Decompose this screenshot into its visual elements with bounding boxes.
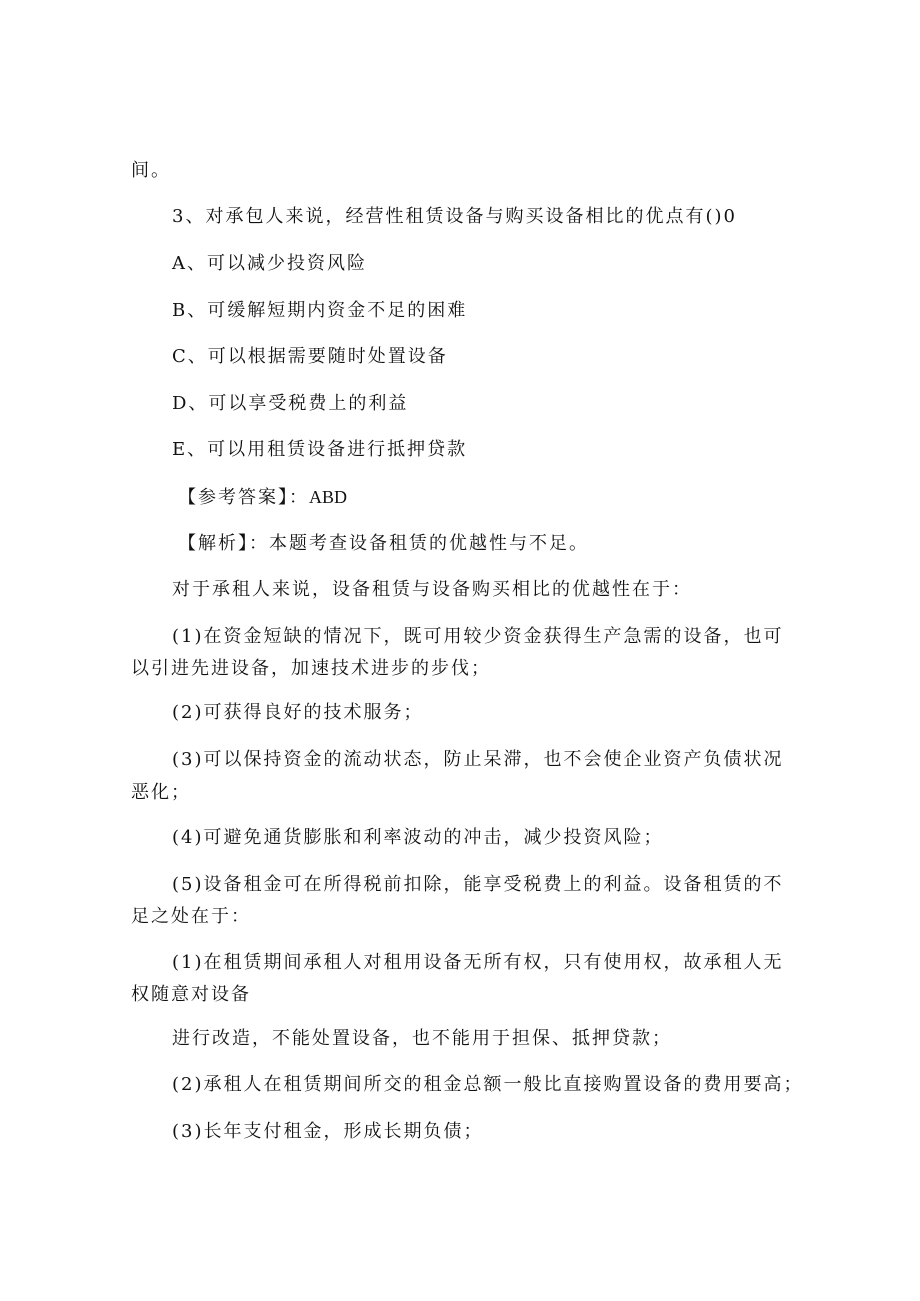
advantage-5-line-2: 足之处在于：: [131, 906, 251, 927]
advantage-4: (4)可避免通货膨胀和利率波动的冲击，减少投资风险；: [172, 827, 664, 848]
disadvantage-1-line-2: 权随意对设备: [131, 984, 251, 1005]
analysis-line: [178, 533, 589, 555]
option-c: C、可以根据需要随时处置设备: [172, 346, 448, 367]
disadvantage-3: (3)长年支付租金，形成长期负债；: [172, 1121, 484, 1142]
option-b: B、可缓解短期内资金不足的困难: [172, 300, 468, 321]
answer-line: [178, 486, 347, 509]
analysis-label: 【解析】：: [178, 533, 269, 554]
advantage-1-line-1: (1)在资金短缺的情况下，既可用较少资金获得生产急需的设备，也可: [172, 626, 784, 647]
analysis-intro: 本题考查设备租赁的优越性与不足。: [269, 533, 589, 554]
disadvantage-1-line-1: (1)在租赁期间承租人对租用设备无所有权，只有使用权，故承租人无: [172, 952, 784, 973]
advantage-3-line-1: (3)可以保持资金的流动状态，防止呆滞，也不会使企业资产负债状况: [172, 749, 784, 770]
disadvantage-2: (2)承租人在租赁期间所交的租金总额一般比直接购置设备的费用要高；: [172, 1074, 804, 1095]
advantage-3-line-2: 恶化；: [131, 782, 191, 803]
answer-label: 【参考答案】：: [178, 487, 309, 508]
question-stem: 3、对承包人来说，经营性租赁设备与购买设备相比的优点有()0: [172, 206, 737, 227]
option-a: A、可以减少投资风险: [172, 253, 367, 274]
carryover-text: 间。: [131, 160, 171, 181]
advantage-1-line-2: 以引进先进设备，加速技术进步的步伐；: [131, 658, 491, 679]
advantages-heading: 对于承租人来说，设备租赁与设备购买相比的优越性在于：: [172, 579, 692, 600]
advantage-5-line-1: (5)设备租金可在所得税前扣除，能享受税费上的利益。设备租赁的不: [172, 874, 784, 895]
option-e: E、可以用租赁设备进行抵押贷款: [172, 439, 468, 460]
advantage-2: (2)可获得良好的技术服务；: [172, 702, 424, 723]
answer-value: ABD: [309, 487, 348, 507]
option-d: D、可以享受税费上的利益: [172, 393, 409, 414]
disadvantage-1-line-3: 进行改造，不能处置设备，也不能用于担保、抵押贷款；: [172, 1028, 672, 1049]
